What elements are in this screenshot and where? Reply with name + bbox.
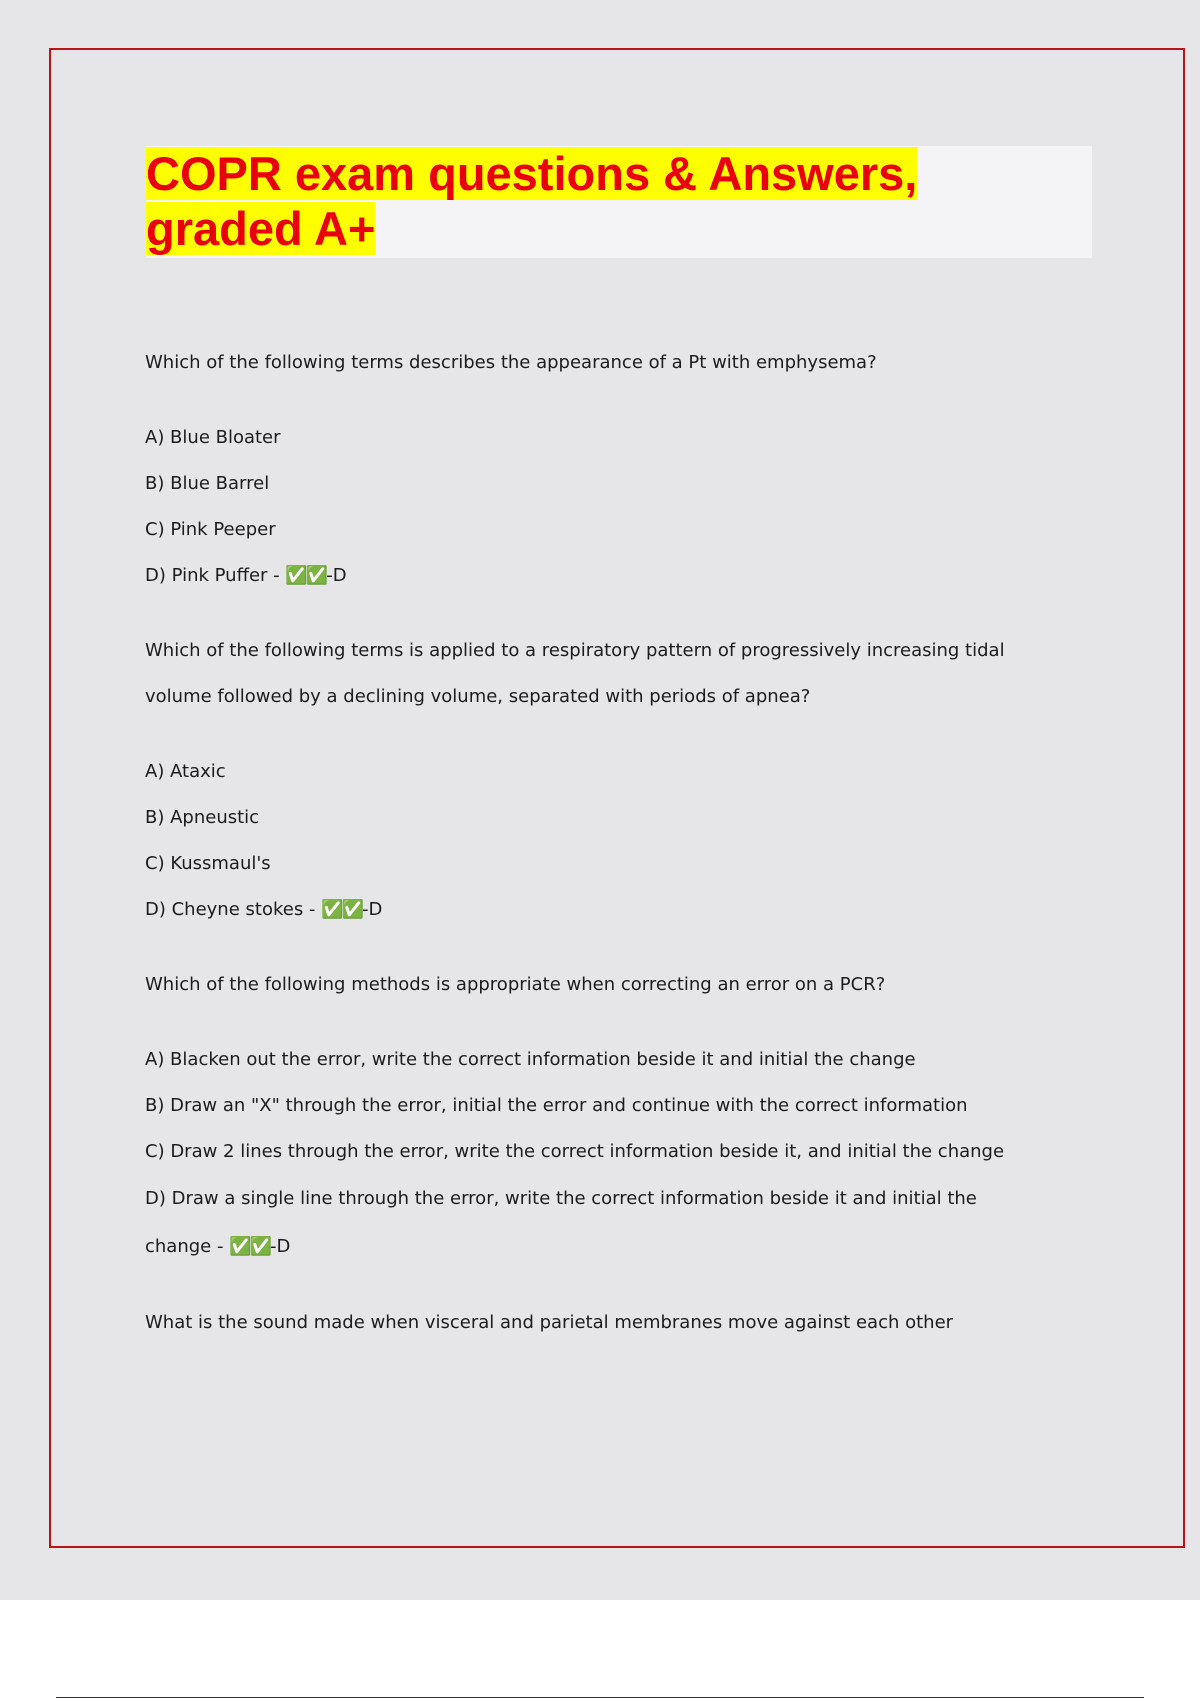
document-body	[145, 340, 1045, 1375]
question-block	[145, 962, 1045, 1271]
answer-option-correct	[145, 1175, 1045, 1271]
double-check-icon: ✅✅	[285, 565, 327, 586]
question-text: Which of the following terms is applied to a respiratory pattern of progressively increasing tidal volume followed by a declining volume, separated with periods of apnea?	[145, 640, 1005, 707]
document-title	[146, 146, 966, 256]
question-block	[145, 340, 1045, 599]
double-check-icon: ✅✅	[321, 899, 362, 920]
question-text: What is the sound made when visceral and parietal membranes move against each other	[145, 1312, 954, 1333]
answer-options	[145, 415, 1045, 599]
question-block	[145, 1300, 1045, 1346]
answer-option-correct	[145, 553, 1045, 599]
document-title-text: COPR exam questions & Answers, graded A+	[146, 147, 918, 255]
double-check-icon: ✅✅	[229, 1236, 271, 1257]
answer-key: -D	[270, 1236, 291, 1257]
answer-option-text: D) Draw a single line through the error, write the correct information beside it and initial the change -	[145, 1188, 977, 1257]
answer-options	[145, 749, 1045, 933]
question-text: Which of the following methods is appropriate when correcting an error on a PCR?	[145, 974, 886, 995]
answer-option: A) Blacken out the error, write the correct information beside it and initial the change	[145, 1049, 916, 1070]
answer-option-text: D) Pink Puffer -	[145, 565, 286, 586]
footer-divider	[56, 1697, 1144, 1698]
answer-option: B) Draw an "X" through the error, initial the error and continue with the correct information	[145, 1095, 968, 1116]
answer-options	[145, 1037, 1045, 1271]
answer-option: C) Draw 2 lines through the error, write the correct information beside it, and initial the change	[145, 1141, 1005, 1162]
answer-key: -D	[326, 565, 347, 586]
answer-option: B) Blue Barrel	[145, 473, 270, 494]
answer-option: C) Pink Peeper	[145, 519, 276, 540]
answer-option: A) Ataxic	[145, 761, 226, 782]
answer-option-text: D) Cheyne stokes -	[145, 899, 322, 920]
answer-option: A) Blue Bloater	[145, 427, 281, 448]
question-text: Which of the following terms describes the appearance of a Pt with emphysema?	[145, 352, 877, 373]
answer-option: C) Kussmaul's	[145, 853, 271, 874]
answer-option: B) Apneustic	[145, 807, 260, 828]
answer-option-correct	[145, 887, 1045, 933]
answer-key: -D	[361, 899, 383, 920]
question-block	[145, 628, 1045, 933]
